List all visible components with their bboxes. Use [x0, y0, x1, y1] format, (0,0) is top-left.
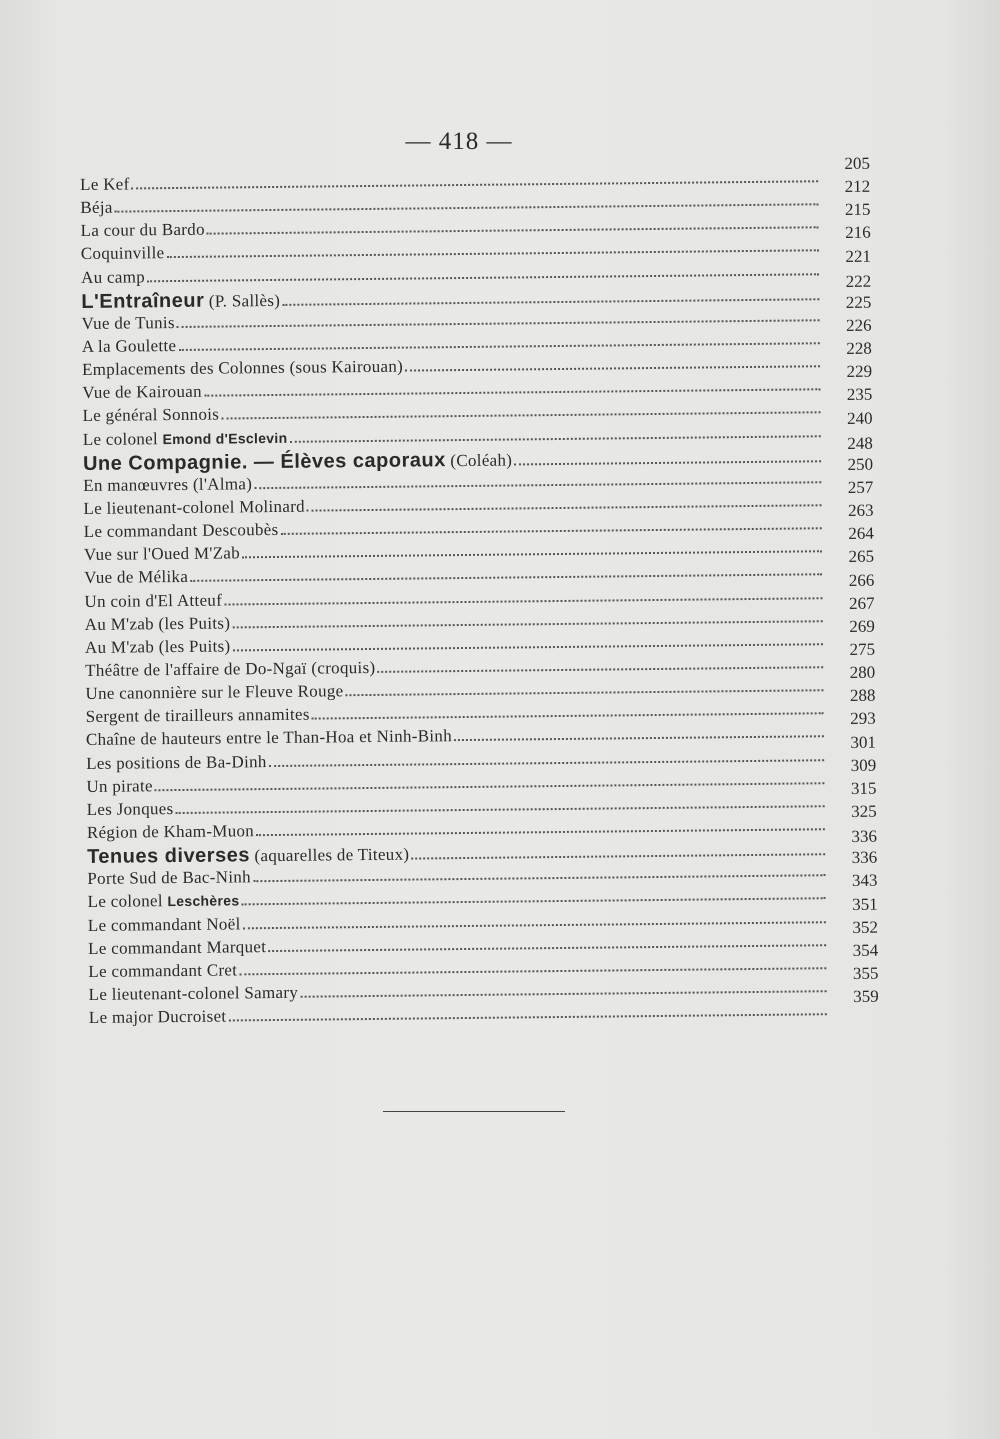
toc-page-number: 269 [849, 616, 875, 636]
toc-page-number: 343 [851, 871, 878, 891]
toc-entry-title [81, 289, 280, 314]
toc-title-text: Le Kef [80, 174, 130, 194]
dot-leader [178, 342, 819, 351]
toc-entry-title [80, 220, 204, 241]
toc-page-number: 240 [846, 408, 873, 428]
toc-entry-title [81, 313, 174, 334]
dot-leader [166, 250, 818, 259]
toc-title-text: Emplacements des Colonnes (sous Kairouan) [81, 356, 404, 380]
toc-title-text: Le commandant Marquet [87, 936, 267, 958]
toc-page-number: 216 [845, 223, 871, 243]
dot-leader [254, 481, 821, 489]
dot-leader [514, 460, 821, 465]
toc-entry-title [82, 357, 403, 380]
toc-page-number: 288 [849, 685, 876, 706]
toc-title-text: Le colonel [82, 428, 163, 449]
toc-title-text: Vue de Mélika [84, 567, 189, 588]
dot-leader [190, 574, 822, 583]
dot-leader [242, 551, 822, 559]
toc-title-text: Le général Sonnois [82, 404, 220, 426]
toc-entry-title [85, 636, 231, 658]
toc-title-text: Région de Kham-Muon [86, 821, 255, 842]
dot-leader [243, 921, 826, 929]
dot-leader [132, 180, 819, 189]
toc-title-text: Sergent de tirailleurs annamites [85, 704, 310, 727]
toc-entry-title [84, 590, 222, 611]
toc-page-number: 359 [853, 986, 879, 1007]
toc-title-text: Au camp [80, 266, 146, 287]
dot-leader [268, 944, 826, 952]
toc-page-number: 352 [852, 917, 879, 937]
toc-page-number: 266 [848, 570, 875, 590]
toc-page-number: 263 [847, 500, 874, 521]
toc-entry-title [82, 405, 219, 426]
toc-title-text: (P. Sallès) [204, 290, 281, 311]
toc-title-text: Au M'zab (les Puits) [84, 613, 231, 634]
toc-entry-title [83, 497, 305, 519]
toc-title-text: Le lieutenant-colonel Molinard [83, 496, 306, 518]
dot-leader [177, 319, 820, 328]
dot-leader [115, 203, 819, 212]
toc-page-number: 309 [850, 755, 877, 775]
toc-title-text: La cour du Bardo [80, 219, 205, 241]
toc-page-number: 228 [846, 338, 872, 359]
toc-title-text: Le colonel [87, 891, 168, 912]
toc-title-text: Le commandant Descoubès [83, 520, 279, 542]
toc-entry-title [88, 983, 298, 1005]
toc-title-text: Le commandant Cret [88, 960, 238, 981]
dot-leader [224, 597, 822, 605]
toc-page-number: 257 [847, 477, 874, 497]
toc-entry-title [86, 752, 267, 774]
toc-entry-title [81, 267, 145, 288]
toc-title-text: Vue de Tunis [81, 312, 175, 333]
toc-page-number: 229 [846, 361, 873, 382]
toc-entry-title [88, 914, 241, 936]
toc-title-text: Chaîne de hauteurs entre le Than-Hoa et Ninh-Binh [85, 726, 453, 750]
toc-page-number: 205 [844, 153, 871, 173]
toc-page-number: 351 [852, 894, 878, 914]
dot-leader [228, 1013, 826, 1021]
toc-title-text: Béja [80, 197, 113, 218]
toc-entry-title [86, 727, 452, 751]
toc-page-number: 336 [851, 826, 878, 847]
toc-page-number: 267 [848, 593, 875, 613]
toc-title-text: Théâtre de l'affaire de Do-Ngaï (croquis) [85, 657, 376, 680]
dot-leader [241, 898, 825, 906]
toc-entry-title [85, 658, 375, 681]
separator-rule [383, 1111, 565, 1112]
toc-page-number: 265 [848, 547, 875, 567]
dot-leader [281, 527, 822, 535]
dot-leader [405, 365, 820, 371]
dot-leader [176, 805, 825, 814]
toc-entry-title [84, 544, 240, 566]
dot-leader [345, 689, 823, 696]
dot-leader [233, 643, 823, 651]
toc-title-text: Les Jonques [86, 798, 174, 819]
toc-title-text: Le lieutenant-colonel Samary [88, 982, 299, 1004]
dot-leader [289, 435, 820, 443]
toc-heading-text: L'Entraîneur [81, 289, 205, 313]
toc-title-text: Un pirate [86, 775, 153, 796]
dot-leader [312, 712, 824, 719]
toc-page-number: 301 [850, 732, 877, 752]
toc-entry-title [83, 448, 512, 475]
toc-entry-title [88, 891, 240, 913]
toc-page-number: 235 [846, 385, 873, 405]
dot-leader [454, 736, 824, 742]
toc-page-number: 264 [848, 523, 874, 544]
toc-page-number: 222 [845, 271, 872, 291]
toc-page-number: 280 [849, 662, 876, 683]
toc-page-number: 248 [847, 433, 873, 453]
toc-heading-text: Tenues diverses [87, 844, 251, 869]
toc-title-text: (aquarelles de Titeux) [249, 844, 410, 866]
dot-leader [307, 504, 822, 511]
toc-title-text: Les positions de Ba-Dinh [86, 751, 267, 773]
toc-entry-title [82, 382, 202, 403]
dot-leader [232, 620, 822, 628]
toc-page-number: 226 [846, 315, 872, 335]
table-of-contents [80, 153, 879, 1031]
toc-title-text: Vue de Kairouan [82, 382, 202, 403]
dot-leader [155, 782, 825, 791]
toc-entry-title [85, 613, 231, 635]
toc-page-number: 325 [851, 801, 877, 821]
toc-entry-title [88, 960, 237, 982]
dot-leader [411, 853, 825, 859]
toc-entry-title [86, 776, 153, 797]
dot-leader [282, 298, 819, 306]
toc-entry-title [83, 427, 288, 449]
toc-page-number: 354 [852, 940, 879, 960]
toc-entry-title [85, 681, 343, 704]
toc-title-text: En manœuvres (l'Alma) [83, 474, 253, 495]
toc-title-text: Le commandant Noël [87, 913, 241, 935]
toc-entry-title [84, 567, 188, 588]
dot-leader [253, 874, 825, 882]
toc-title-text: A la Goulette [81, 335, 177, 356]
toc-entry-title [87, 843, 409, 869]
toc-entry-title [88, 937, 266, 959]
toc-page-number: 215 [844, 200, 871, 220]
toc-title-text: Un coin d'El Atteuf [84, 590, 223, 611]
toc-heading-text: Une Compagnie. — Élèves caporaux [82, 448, 446, 475]
toc-title-text: Au M'zab (les Puits) [84, 636, 231, 657]
dot-leader [239, 967, 826, 975]
dot-leader [204, 389, 820, 397]
toc-page-number: 315 [850, 778, 877, 798]
dot-leader [269, 759, 824, 767]
toc-entry-title [82, 336, 177, 357]
toc-entry-title [83, 474, 252, 496]
toc-page-number: 225 [845, 292, 872, 312]
dot-leader [377, 666, 823, 673]
toc-page-number: 212 [844, 176, 871, 197]
toc-page-number: 275 [849, 639, 876, 659]
toc-title-text: Coquinville [80, 243, 165, 264]
page-number: — 418 — [405, 128, 513, 155]
toc-title-text: Une canonnière sur le Fleuve Rouge [85, 681, 344, 704]
toc-page-number: 336 [851, 847, 878, 868]
toc-entry-title [89, 1007, 227, 1028]
toc-entry-title [80, 174, 130, 195]
toc-page-number: 250 [847, 454, 874, 474]
dot-leader [256, 828, 825, 836]
toc-entry-title [81, 244, 165, 265]
toc-entry-title [87, 867, 251, 889]
dot-leader [300, 990, 826, 998]
toc-entry-title [87, 799, 174, 820]
toc-entry-title [86, 705, 310, 727]
toc-entry-title [84, 520, 279, 542]
dot-leader [221, 412, 820, 420]
toc-entry-title [80, 198, 113, 218]
dot-leader [207, 227, 819, 235]
toc-title-text: Porte Sud de Bac-Ninh [87, 867, 251, 889]
toc-title-text: Vue sur l'Oued M'Zab [83, 543, 241, 565]
toc-entry-title [87, 821, 254, 843]
toc-title-text: (Coléah) [445, 450, 513, 470]
toc-page-number: 355 [852, 963, 879, 983]
dot-leader [147, 273, 819, 282]
toc-page-number: 293 [850, 709, 876, 729]
toc-name-text: Emond d'Esclevin [162, 429, 288, 447]
toc-title-text: Le major Ducroiset [88, 1006, 227, 1028]
toc-page-number: 221 [845, 246, 871, 266]
toc-name-text: Leschères [167, 892, 240, 910]
